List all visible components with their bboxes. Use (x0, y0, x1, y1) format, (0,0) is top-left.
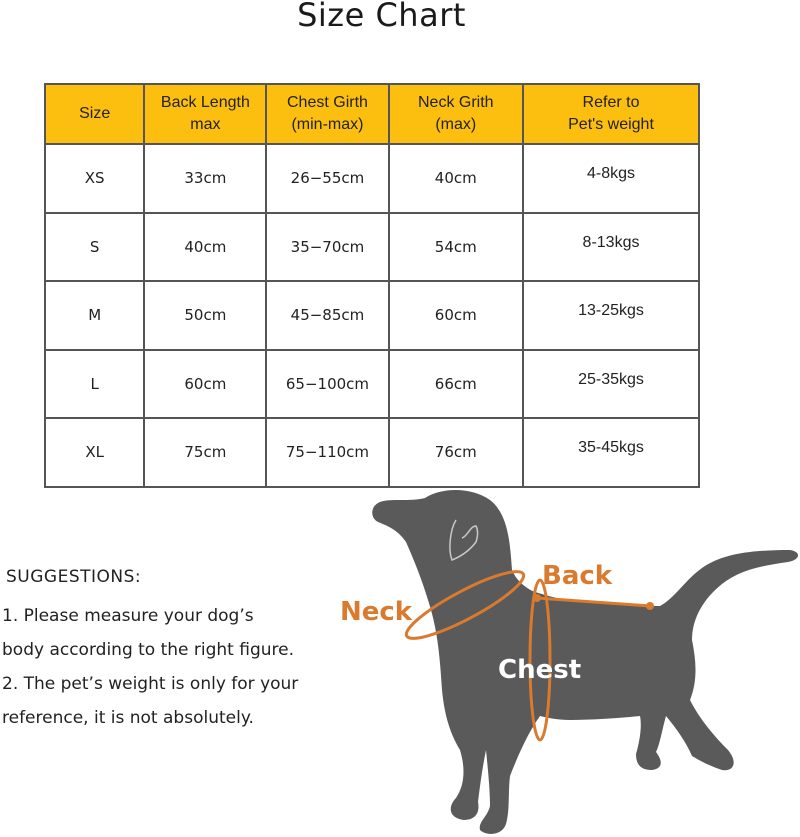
page-title: Size Chart (297, 0, 466, 34)
cell-chest-girth: 35−70cm (266, 213, 388, 282)
cell-back-length: 75cm (144, 418, 266, 487)
size-chart-table (44, 83, 700, 488)
cell-chest-girth: 45−85cm (266, 281, 388, 350)
cell-size: L (45, 350, 144, 419)
cell-chest-girth: 65−100cm (266, 350, 388, 419)
table-row (45, 418, 699, 487)
cell-pet-weight: 13-25kgs (523, 281, 699, 350)
chest-label: Chest (498, 655, 582, 685)
suggestion-line: body according to the right figure. (2, 640, 295, 660)
table-row (45, 350, 699, 419)
back-end-dot (646, 602, 654, 610)
cell-chest-girth: 26−55cm (266, 144, 388, 213)
suggestions-panel (2, 561, 332, 735)
header-size: Size (45, 84, 144, 144)
cell-back-length: 50cm (144, 281, 266, 350)
table-row (45, 281, 699, 350)
neck-label: Neck (340, 597, 413, 627)
cell-neck-girth: 40cm (389, 144, 524, 213)
cell-neck-girth: 66cm (389, 350, 524, 419)
header-neck-girth: Neck Grith (max) (389, 84, 524, 144)
cell-pet-weight: 4-8kgs (523, 144, 699, 213)
cell-back-length: 33cm (144, 144, 266, 213)
suggestion-line: reference, it is not absolutely. (2, 708, 254, 728)
back-start-dot (533, 594, 541, 602)
cell-back-length: 40cm (144, 213, 266, 282)
header-pet-weight: Refer to Pet's weight (523, 84, 699, 144)
dog-body (372, 490, 798, 834)
cell-size: S (45, 213, 144, 282)
cell-pet-weight: 35-45kgs (523, 418, 699, 487)
cell-size: XL (45, 418, 144, 487)
cell-pet-weight: 25-35kgs (523, 350, 699, 419)
table-row (45, 213, 699, 282)
back-label: Back (542, 561, 613, 591)
suggestion-line: 1. Please measure your dog’s (2, 606, 254, 626)
cell-pet-weight: 8-13kgs (523, 213, 699, 282)
header-chest-girth: Chest Girth (min-max) (266, 84, 388, 144)
header-back-length: Back Length max (144, 84, 266, 144)
suggestion-line: 2. The pet’s weight is only for your (2, 674, 299, 694)
cell-chest-girth: 75−110cm (266, 418, 388, 487)
table-header-row (45, 84, 699, 144)
cell-neck-girth: 60cm (389, 281, 524, 350)
cell-back-length: 60cm (144, 350, 266, 419)
dog-measurement-figure (330, 480, 800, 837)
dog-silhouette-icon (330, 480, 800, 837)
table-row (45, 144, 699, 213)
cell-neck-girth: 54cm (389, 213, 524, 282)
suggestions-heading: SUGGESTIONS: (6, 567, 142, 587)
cell-size: M (45, 281, 144, 350)
cell-size: XS (45, 144, 144, 213)
cell-neck-girth: 76cm (389, 418, 524, 487)
